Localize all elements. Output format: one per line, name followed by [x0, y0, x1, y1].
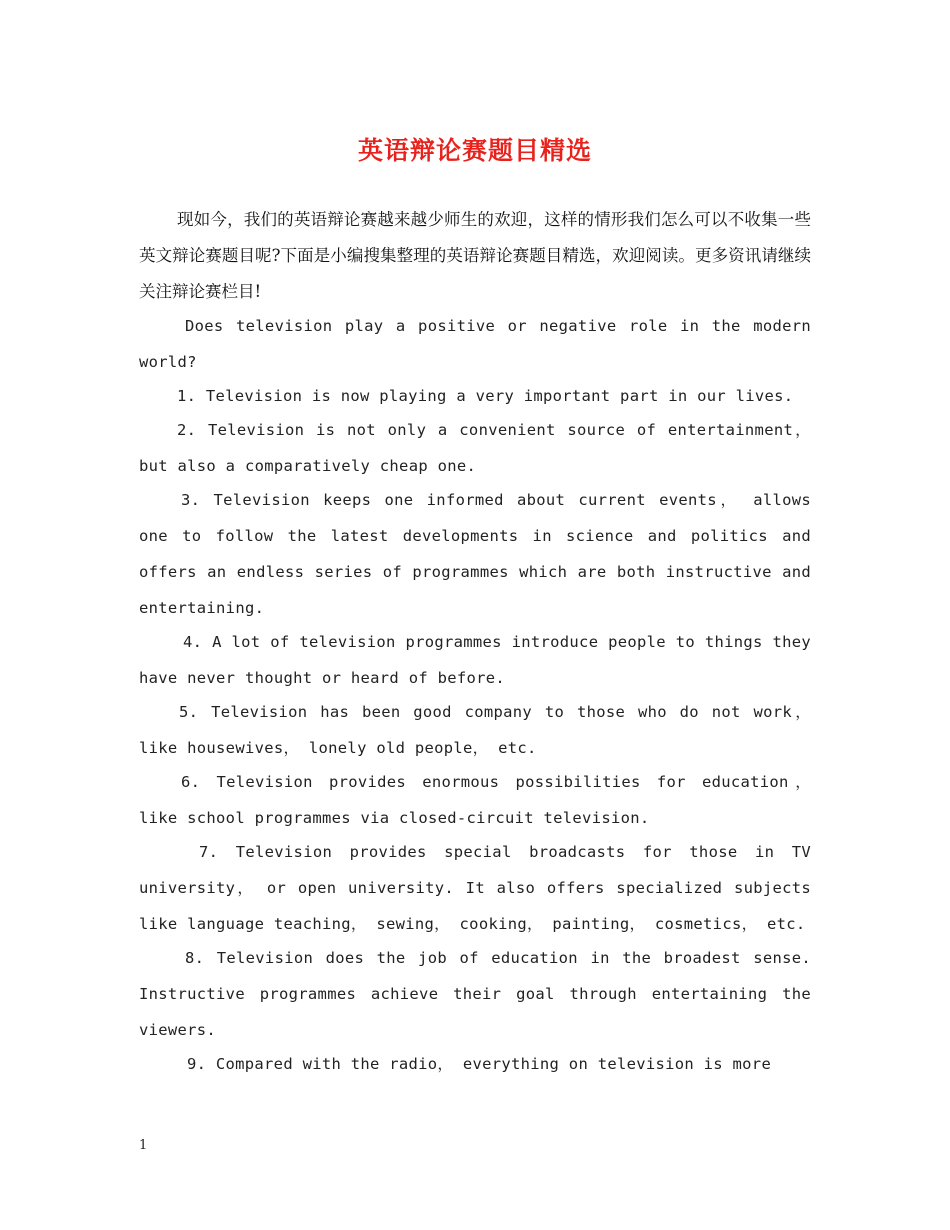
- point-8: 8. Television does the job of education in the broadest sense. Instructive programmes achieve their goal through entertaining the viewers.: [139, 949, 811, 1039]
- intro-paragraph: 现如今，我们的英语辩论赛越来越少师生的欢迎，这样的情形我们怎么可以不收集一些英文辩论赛题目呢?下面是小编搜集整理的英语辩论赛题目精选，欢迎阅读。更多资讯请继续关注辩论赛栏目!: [139, 210, 811, 301]
- document-title: 英语辩论赛题目精选: [357, 136, 592, 165]
- point-9: 9. Compared with the radio， everything on television is more: [187, 1055, 772, 1073]
- point-3: 3. Television keeps one informed about current events， allows one to follow the latest developments in science and politics and offers an endless series of programmes which are both instructive and entertaining.: [139, 491, 811, 617]
- page-number: 1: [139, 1138, 148, 1153]
- point-5: 5. Television has been good company to those who do not work， like housewives， lonely old people， etc.: [139, 703, 811, 757]
- point-4: 4. A lot of television programmes introduce people to things they have never thought or heard of before.: [139, 633, 811, 687]
- point-7: 7. Television provides special broadcasts for those in TV university， or open university. It also offers specialized subjects like language teaching， sewing， cooking， painting， cosmetics， etc.: [139, 843, 811, 933]
- debate-question: Does television play a positive or negative role in the modern world?: [139, 317, 811, 371]
- point-1: 1. Television is now playing a very important part in our lives.: [177, 387, 794, 405]
- document-body: [139, 202, 811, 1082]
- point-6: 6. Television provides enormous possibilities for education， like school programmes via closed-circuit television.: [139, 773, 811, 827]
- point-2: 2. Television is not only a convenient source of entertainment， but also a comparatively cheap one.: [139, 421, 811, 475]
